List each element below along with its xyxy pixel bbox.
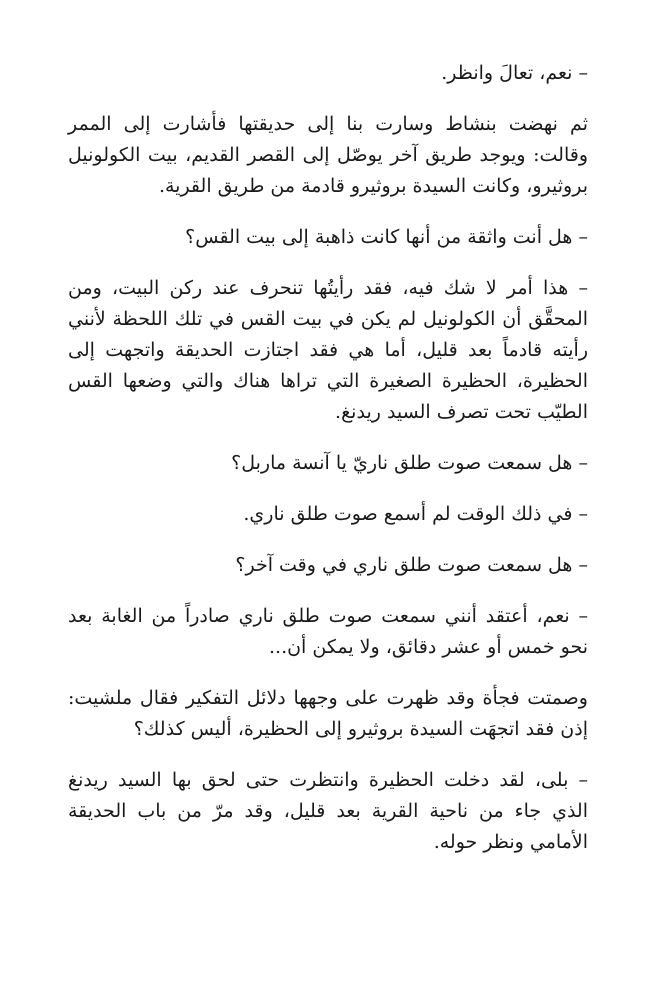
paragraph-2: ثم نهضت بنشاط وسارت بنا إلى حديقتها فأشارت إلى الممر وقالت: ويوجد طريق آخر يوصّل إلى القصر القديم، بيت الكولونيل بروثيرو، وكانت السيدة بروثيرو قادمة من طريق القرية. (68, 113, 588, 197)
paragraph-9: وصمتت فجأة وقد ظهرت على وجهها دلائل التفكير فقال ملشيت: إذن فقد اتجهَت السيدة بروثيرو إلى الحظيرة، أليس كذلك؟ (68, 687, 588, 740)
paragraph-5: – هل سمعت صوت طلق ناريّ يا آنسة ماربل؟ (231, 452, 588, 474)
paragraph-6: – في ذلك الوقت لم أسمع صوت طلق ناري. (243, 503, 588, 525)
paragraph-10: – بلى، لقد دخلت الحظيرة وانتظرت حتى لحق بها السيد ريدنغ الذي جاء من ناحية القرية بعد قليل، وقد مرّ من باب الحديقة الأمامي ونظر حوله. (68, 769, 588, 853)
paragraph-4: – هذا أمر لا شك فيه، فقد رأيتُها تنحرف عند ركن البيت، ومن المحقَّق أن الكولونيل لم يكن في بيت القس في تلك اللحظة لأنني رأيته قادماً بعد قليل، أما هي فقد اجتازت الحديقة واتجهت إلى الحظيرة، الحظيرة الصغيرة التي تراها هناك والتي وضعها القس الطيّب تحت تصرف السيد ريدنغ. (68, 277, 588, 423)
paragraph-1: – نعم، تعالَ وانظر. (441, 62, 588, 84)
paragraph-8: – نعم، أعتقد أنني سمعت صوت طلق ناري صادراً من الغابة بعد نحو خمس أو عشر دقائق، ولا يمكن أن... (68, 605, 588, 658)
book-page (68, 58, 588, 878)
paragraph-3: – هل أنت واثقة من أنها كانت ذاهبة إلى بيت القس؟ (185, 226, 588, 248)
paragraph-7: – هل سمعت صوت طلق ناري في وقت آخر؟ (235, 554, 588, 576)
